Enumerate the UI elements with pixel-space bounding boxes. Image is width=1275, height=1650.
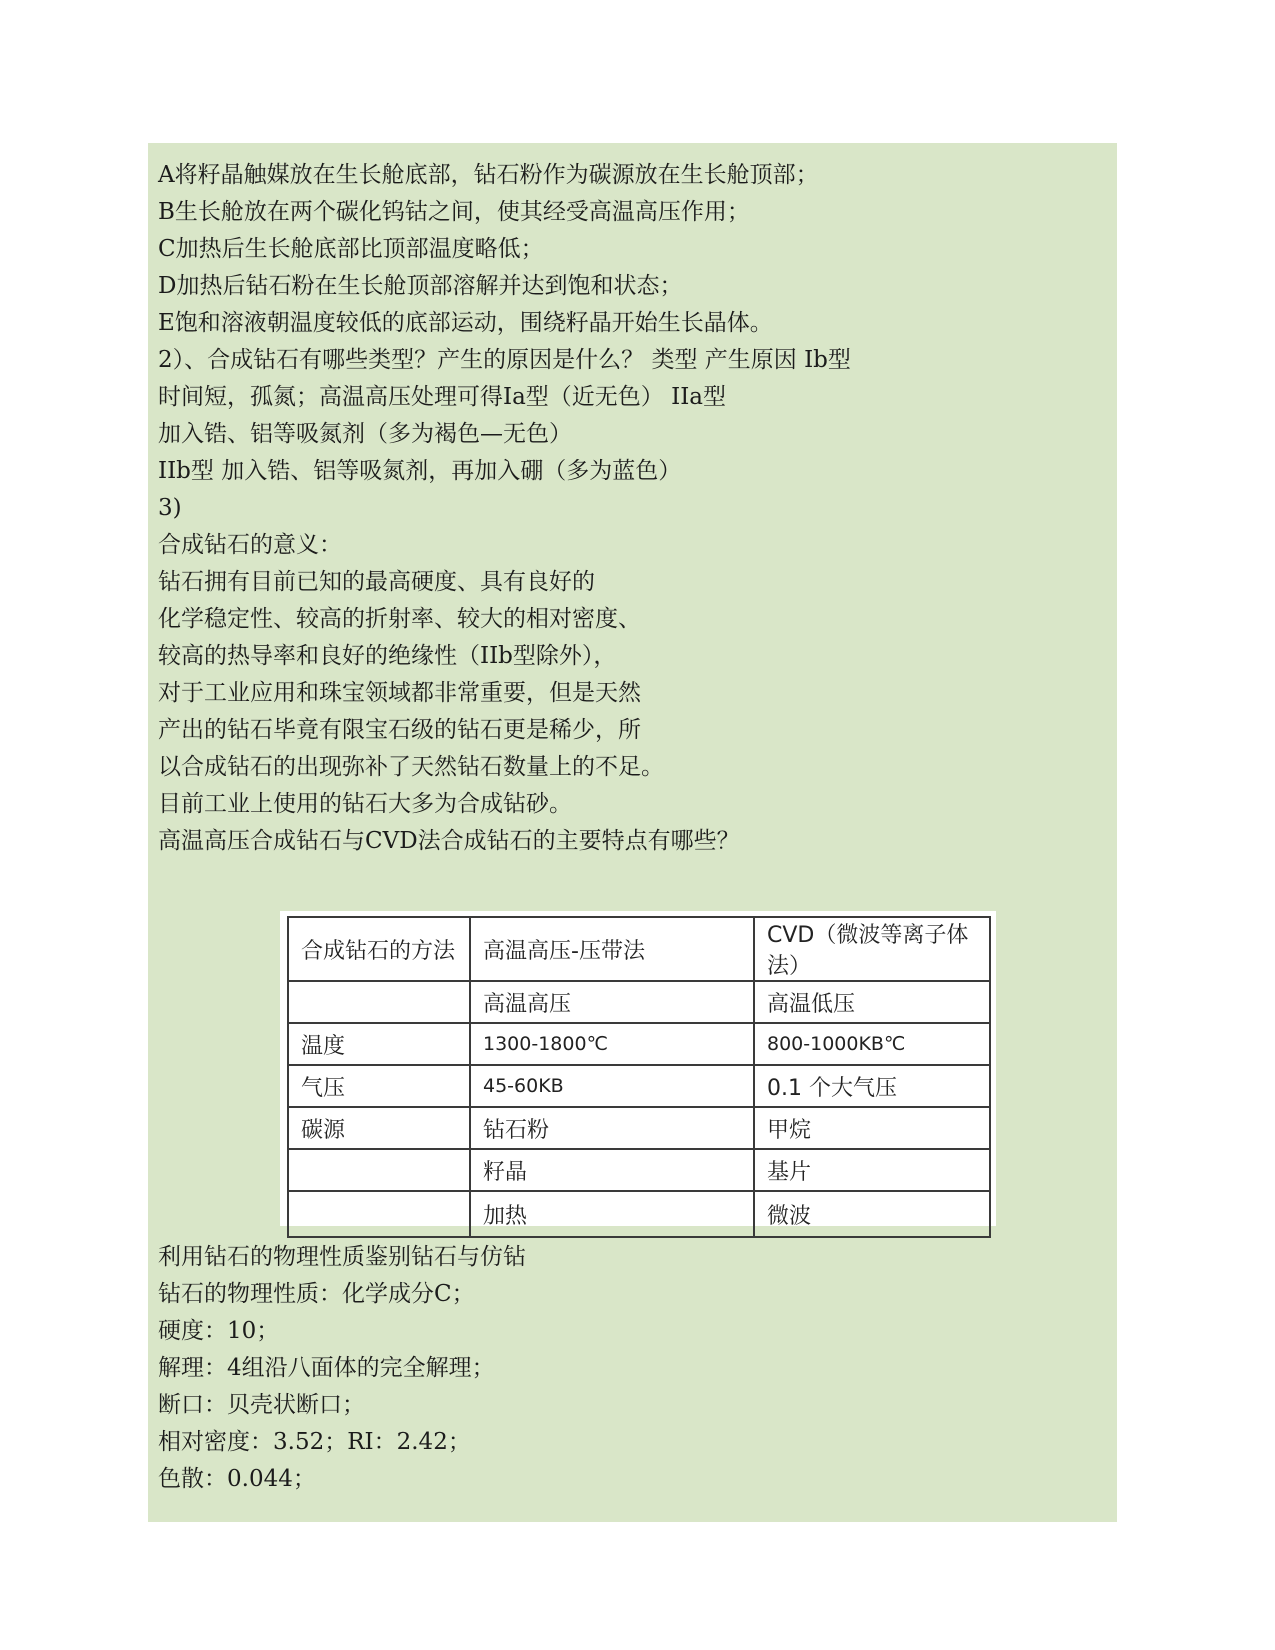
text-line: 目前工业上使用的钻石大多为合成钻砂。 <box>158 791 572 817</box>
table-cell: 800-1000KB℃ <box>754 1023 990 1065</box>
text-line: 色散：0.044； <box>158 1466 316 1492</box>
text-line: 利用钻石的物理性质鉴别钻石与仿钻 <box>158 1244 526 1270</box>
text-line: 断口：贝壳状断口； <box>158 1392 365 1418</box>
table-cell <box>288 1191 470 1237</box>
text-line: 钻石拥有目前已知的最高硬度、具有良好的 <box>158 569 595 595</box>
text-line: 合成钻石的意义： <box>158 532 342 558</box>
table-cell: 微波 <box>754 1191 990 1237</box>
table-cell: 籽晶 <box>470 1149 754 1191</box>
table-cell: 钻石粉 <box>470 1107 754 1149</box>
comparison-table-image <box>280 911 996 1229</box>
table-cell: 高温高压-压带法 <box>470 917 754 981</box>
text-line: 时间短，孤氮；高温高压处理可得Ia型（近无色） IIa型 <box>158 384 726 410</box>
text-line: B生长舱放在两个碳化钨钴之间，使其经受高温高压作用； <box>158 199 750 225</box>
text-line: 化学稳定性、较高的折射率、较大的相对密度、 <box>158 606 641 632</box>
text-line: 2）、合成钻石有哪些类型？产生的原因是什么？ 类型 产生原因 Ib型 <box>158 347 851 373</box>
table-cell <box>288 1149 470 1191</box>
table-cell: 高温高压 <box>470 981 754 1023</box>
text-line: E饱和溶液朝温度较低的底部运动，围绕籽晶开始生长晶体。 <box>158 310 773 336</box>
text-line: 高温高压合成钻石与CVD法合成钻石的主要特点有哪些？ <box>158 828 740 854</box>
table-row <box>288 1065 990 1107</box>
text-line: 3) <box>158 495 182 521</box>
table-row <box>288 1149 990 1191</box>
table-row <box>288 981 990 1023</box>
table-cell <box>288 981 470 1023</box>
text-line: 相对密度：3.52；RI：2.42； <box>158 1429 471 1455</box>
table-cell: 加热 <box>470 1191 754 1237</box>
table-cell: CVD（微波等离子体法） <box>754 917 990 981</box>
table-cell: 45-60KB <box>470 1065 754 1107</box>
body-text-top <box>158 157 1098 860</box>
text-line: IIb型 加入锆、铝等吸氮剂，再加入硼（多为蓝色） <box>158 458 682 484</box>
table-row <box>288 1191 990 1237</box>
table-cell: 气压 <box>288 1065 470 1107</box>
table-cell: 碳源 <box>288 1107 470 1149</box>
text-line: 产出的钻石毕竟有限宝石级的钻石更是稀少，所 <box>158 717 641 743</box>
text-line: 钻石的物理性质：化学成分C； <box>158 1281 475 1307</box>
table-cell: 基片 <box>754 1149 990 1191</box>
table-cell: 甲烷 <box>754 1107 990 1149</box>
table-cell: 1300-1800℃ <box>470 1023 754 1065</box>
table-cell: 合成钻石的方法 <box>288 917 470 981</box>
text-line: C加热后生长舱底部比顶部温度略低； <box>158 236 544 262</box>
text-line: 硬度：10； <box>158 1318 280 1344</box>
body-text-bottom <box>158 1239 1098 1498</box>
text-line: D加热后钻石粉在生长舱顶部溶解并达到饱和状态； <box>158 273 683 299</box>
text-line: 解理：4组沿八面体的完全解理； <box>158 1355 495 1381</box>
comparison-table <box>287 916 991 1238</box>
text-line: 对于工业应用和珠宝领域都非常重要，但是天然 <box>158 680 641 706</box>
table-row <box>288 917 990 981</box>
table-cell: 温度 <box>288 1023 470 1065</box>
text-line: 较高的热导率和良好的绝缘性（IIb型除外）， <box>158 643 617 669</box>
table-row <box>288 1023 990 1065</box>
table-cell: 0.1 个大气压 <box>754 1065 990 1107</box>
text-line: 加入锆、铝等吸氮剂（多为褐色—无色） <box>158 421 572 447</box>
table-cell: 高温低压 <box>754 981 990 1023</box>
text-line: 以合成钻石的出现弥补了天然钻石数量上的不足。 <box>158 754 664 780</box>
text-line: A将籽晶触媒放在生长舱底部，钻石粉作为碳源放在生长舱顶部； <box>158 162 819 188</box>
table-row <box>288 1107 990 1149</box>
